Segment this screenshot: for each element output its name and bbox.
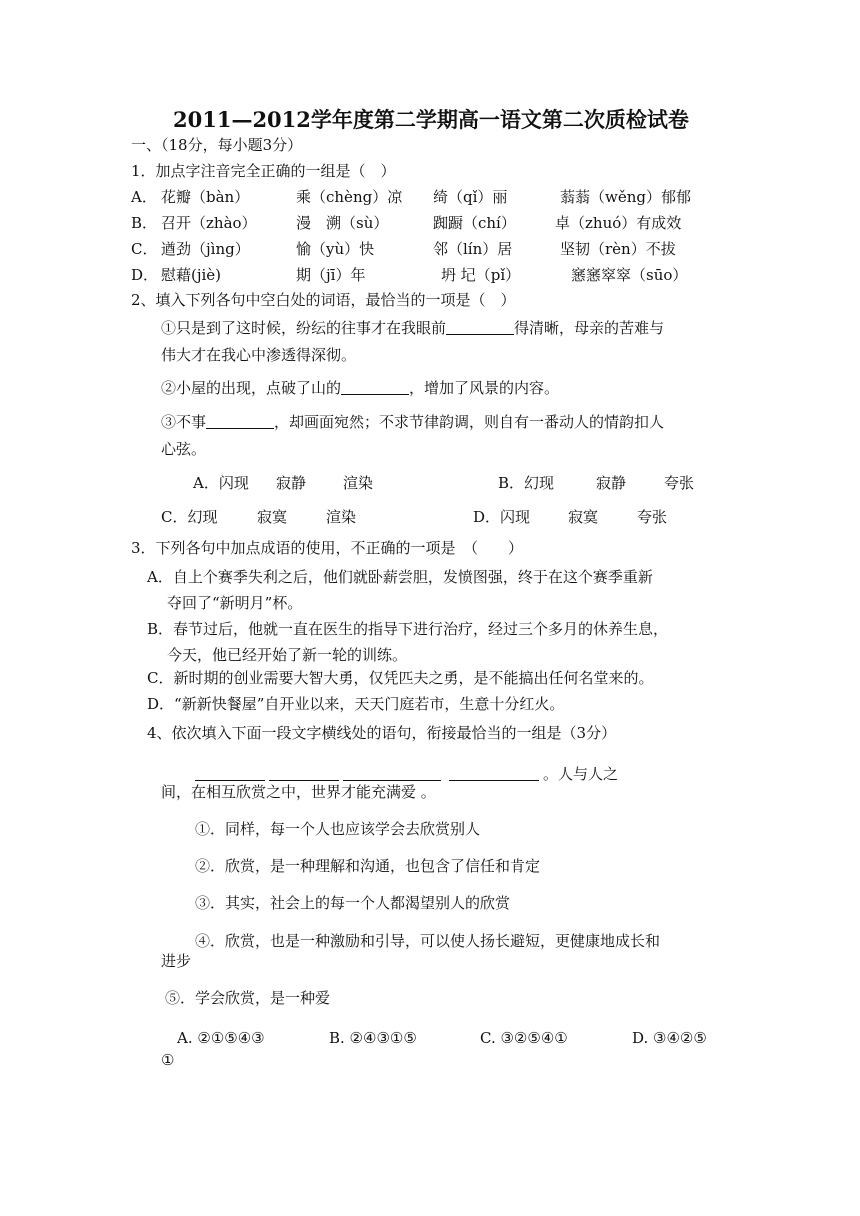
q1-d-letter: D． [131, 266, 159, 284]
q3-option-b: B．春节过后，他就一直在医生的指导下进行治疗，经过三个多月的休养生息， [147, 620, 669, 638]
q1-b-item3: 踟蹰（chí） [433, 214, 516, 232]
q2-s1-part2: 得清晰，母亲的苦难与 [514, 319, 665, 337]
q1-c-item2: 愉（yù）快 [296, 240, 375, 258]
q1-a-item3: 绮（qǐ）丽 [433, 188, 508, 206]
q2-a-word1: A．闪现 [193, 474, 249, 492]
q3-option-c: C．新时期的创业需要大智大勇，仅凭匹夫之勇，是不能搞出任何名堂来的。 [147, 669, 654, 687]
q2-d-word3: 夸张 [637, 508, 668, 526]
q1-a-item4: 蓊蓊（wěng）郁郁 [560, 188, 691, 206]
q1-b-letter: B． [131, 214, 158, 232]
q3-option-a-wrap: 夺回了“新明月”杯。 [167, 594, 303, 612]
q4-blank-1 [195, 764, 265, 781]
q4-answer-d-wrap: ① [161, 1051, 175, 1069]
q2-sentence-1 [161, 318, 664, 338]
q3-stem: 3．下列各句中加点成语的使用，不正确的一项是 （ ） [131, 539, 524, 557]
q2-s2-part2: ，增加了风景的内容。 [409, 379, 560, 397]
q4-blank-4 [449, 764, 539, 781]
q2-sentence-2 [161, 378, 559, 398]
q2-b-word2: 寂静 [596, 474, 627, 492]
q4-answer-d: D. ③④②⑤ [632, 1029, 707, 1047]
q4-blank-2 [269, 764, 339, 781]
q1-b-item1: 召开（zhào） [161, 214, 257, 232]
q1-d-item2: 期（jī）年 [296, 266, 366, 284]
q2-b-word1: B．幻现 [498, 474, 555, 492]
q2-s3-wrap: 心弦。 [161, 440, 207, 458]
q2-blank-3 [206, 412, 274, 429]
q2-s3-part2: ，却画面宛然；不求节律韵调，则自有一番动人的情韵扣人 [274, 413, 665, 431]
q2-blank-1 [446, 318, 514, 335]
q1-c-item1: 遒劲（jìng） [161, 240, 250, 258]
q2-s1-part1: ①只是到了这时候，纷纭的往事才在我眼前 [161, 319, 447, 337]
q1-a-item2: 乘（chèng）凉 [296, 188, 403, 206]
q2-c-word2: 寂寞 [257, 508, 288, 526]
q3-option-d: D．“新新快餐屋”自开业以来，天天门庭若市，生意十分红火。 [147, 695, 565, 713]
q4-stem: 4、依次填入下面一段文字横线处的语句，衔接最恰当的一组是（3分） [147, 724, 617, 742]
q1-b-item2: 漫 溯（sù） [296, 214, 389, 232]
q4-item-3: ③．其实，社会上的每一个人都渴望别人的欣赏 [195, 894, 511, 912]
q2-d-word2: 寂寞 [568, 508, 599, 526]
q1-d-item4: 窸窸窣窣（sūo） [571, 266, 688, 284]
q2-stem: 2、填入下列各句中空白处的词语，最恰当的一项是（ ） [131, 291, 516, 309]
q2-a-word3: 渲染 [343, 474, 374, 492]
q4-blank-line [195, 764, 618, 784]
q4-item-4: ④．欣赏，也是一种激励和引导，可以使人扬长避短，更健康地成长和 [195, 932, 661, 950]
q4-answer-c: C. ③②⑤④① [480, 1029, 568, 1047]
q1-c-item3: 邻（lín）居 [433, 240, 513, 258]
page-title: 2011—2012学年度第二学期高一语文第二次质检试卷 [173, 107, 689, 132]
q2-s3-part1: ③不事 [161, 413, 207, 431]
q2-c-word1: C．幻现 [161, 508, 218, 526]
q4-item-2: ②．欣赏，是一种理解和沟通，也包含了信任和肯定 [195, 857, 541, 875]
q3-option-a: A．自上个赛季失利之后，他们就卧薪尝胆，发愤图强，终于在这个赛季重新 [147, 568, 653, 586]
q2-blank-2 [341, 378, 409, 395]
q4-answer-b: B. ②④③①⑤ [329, 1029, 417, 1047]
q2-s1-wrap: 伟大才在我心中渗透得深彻。 [161, 346, 357, 364]
q2-b-word3: 夸张 [664, 474, 695, 492]
q1-a-letter: A． [131, 188, 157, 206]
q1-stem: 1．加点字注音完全正确的一组是（ ） [131, 162, 396, 180]
q4-blank-3 [343, 764, 441, 781]
q2-a-word2: 寂静 [276, 474, 307, 492]
q2-s2-part1: ②小屋的出现，点破了山的 [161, 379, 342, 397]
q1-b-item4: 卓（zhuó）有成效 [555, 214, 682, 232]
q2-d-word1: D．闪现 [473, 508, 531, 526]
q1-d-item1: 慰藉(jiè) [161, 266, 222, 284]
q4-item-1: ①．同样，每一个人也应该学会去欣赏别人 [195, 820, 481, 838]
q4-passage-wrap: 间，在相互欣赏之中，世界才能充满爱 。 [161, 783, 436, 801]
q4-answer-a: A. ②①⑤④③ [177, 1029, 265, 1047]
q1-c-letter: C． [131, 240, 158, 258]
q4-item-5: ⑤．学会欣赏，是一种爱 [165, 989, 331, 1007]
q2-c-word3: 渲染 [326, 508, 357, 526]
q1-a-item1: 花瓣（bàn） [161, 188, 250, 206]
q4-tail-1: 。人与人之 [543, 765, 619, 783]
section-heading: 一、（18分，每小题3分） [131, 136, 303, 154]
q1-d-item3: 坍 圮（pǐ） [441, 266, 521, 284]
q2-sentence-3 [161, 412, 664, 432]
q1-c-item4: 坚韧（rèn）不拔 [560, 240, 676, 258]
q4-item-4-wrap: 进步 [161, 952, 192, 970]
q3-option-b-wrap: 今天，他已经开始了新一轮的训练。 [167, 646, 408, 664]
